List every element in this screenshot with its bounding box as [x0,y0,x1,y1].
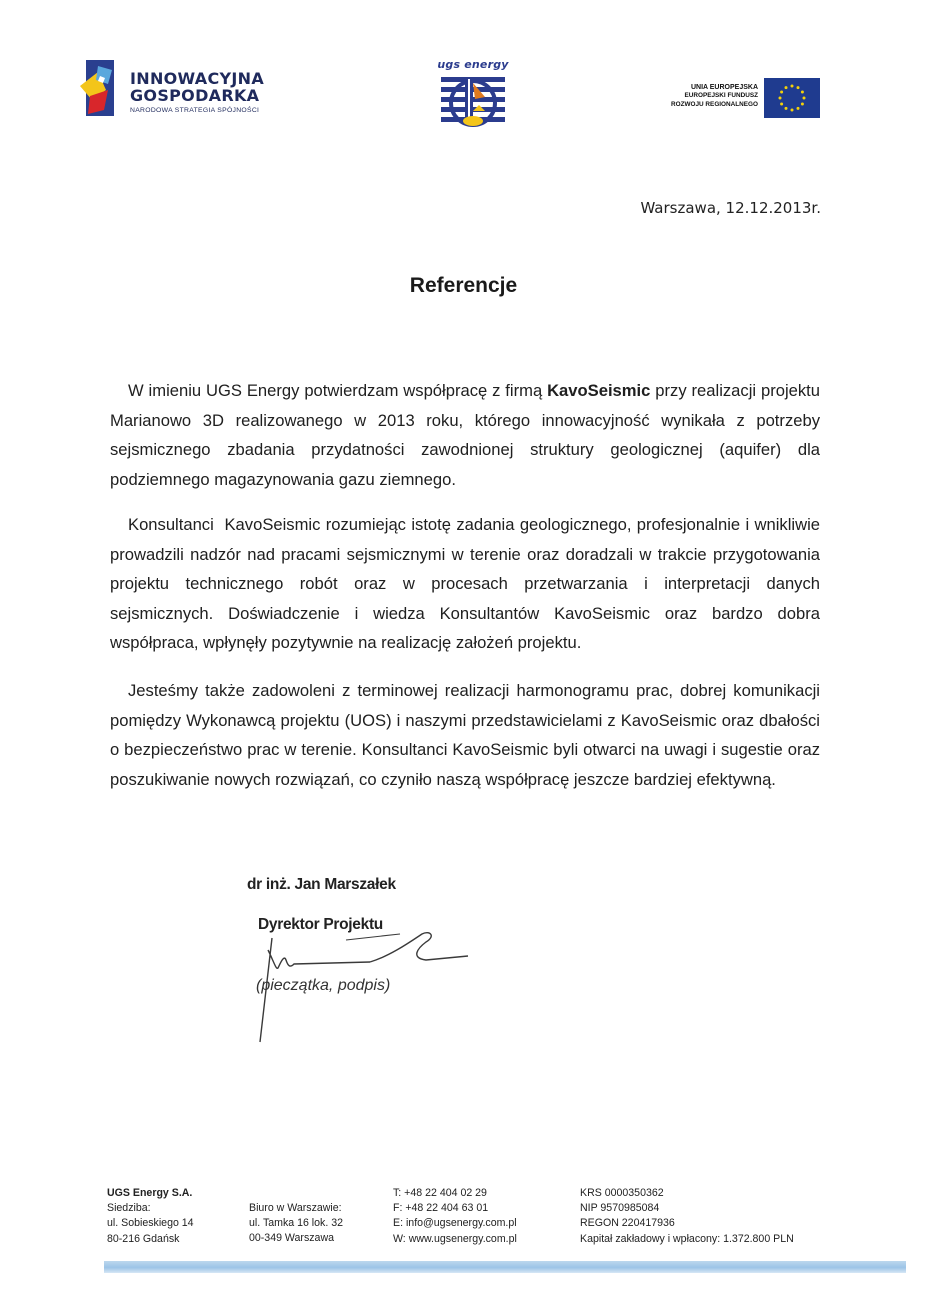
logo-subtitle: NARODOWA STRATEGIA SPÓJNOŚCI [130,107,260,114]
body-paragraph-1 [110,376,820,512]
footer-nip: NIP 9570985084 [580,1202,660,1215]
stamp-signature-note: (pieczątka, podpis) [256,977,391,994]
footer-col1-line3: 80-216 Gdańsk [107,1232,180,1245]
footer-col-registration [580,1186,794,1247]
footer-decorative-bar [104,1261,906,1273]
logo-title-line2: GOSPODARKA [130,86,260,105]
footer-col-office [249,1201,343,1247]
footer-email: E: info@ugsenergy.com.pl [393,1217,517,1230]
innowacyjna-gospodarka-logo [78,56,298,120]
signatory-role: Dyrektor Projektu [258,916,383,933]
p2-text: Konsultanci KavoSeismic rozumiejąc istotę zadania geologicznego, profesjonalnie i wnikliwie prowadzili nadzór nad pracami sejsmicznymi w terenie oraz doradzali w trakcie przygotowania projektu technicznego robót oraz w procesach przetwarzania i interpretacji danych sejsmicznych. Doświadczenie i wiedza Konsultantów KavoSeismic oraz bardzo dobra współpraca, wpłynęły pozytywnie na realizację założeń projektu. [110,515,825,652]
footer-capital: Kapitał zakładowy i wpłacony: 1.372.800 PLN [580,1232,794,1245]
eu-flag-icon [764,78,820,118]
p1-text-after: przy realizacji projektu Marianowo 3D realizowanego w 2013 roku, którego innowacyjność wynikała z potrzeby sejsmicznego zbadania przydatności zawodnionej struktury geologicznej (aquifer) dla podziemnego magazynowania gazu ziemnego. [110,381,820,489]
signatory-name: dr inż. Jan Marszałek [247,876,396,893]
ugs-emblem-icon [435,73,511,131]
ugs-logo-text: ugs energy [437,58,509,71]
body-paragraph-2 [110,510,825,676]
eu-logo [640,78,820,120]
document-title: Referencje [409,274,518,297]
footer-col-company [107,1186,194,1247]
footer-website: W: www.ugsenergy.com.pl [393,1232,517,1245]
footer-col2-line3: 00-349 Warszawa [249,1232,334,1245]
footer-col2-line2: ul. Tamka 16 lok. 32 [249,1217,344,1230]
ugs-energy-logo [428,58,518,134]
footer-krs: KRS 0000350362 [580,1187,664,1199]
footer-phone: T: +48 22 404 02 29 [393,1187,487,1199]
eu-line1: UNIA EUROPEJSKA [690,84,758,91]
eu-line2: EUROPEJSKI FUNDUSZ [684,92,758,100]
innowacyjna-gospodarka-emblem-icon [78,56,126,120]
footer-col-contact [393,1186,517,1247]
body-paragraph-3 [110,676,820,812]
eu-line3: ROZWOJU REGIONALNEGO [671,100,758,108]
p3-text: Jesteśmy także zadowoleni z terminowej realizacji harmonogramu prac, dobrej komunikacji pomiędzy Wykonawcą projektu (UOS) i naszymi przedstawicielami z KavoSeismic oraz dbałości o bezpieczeństwo prac w terenie. Konsultanci KavoSeismic byli otwarci na uwagi i sugestie oraz poszukiwanie nowych rozwiązań, co czyniło naszą współpracę jeszcze bardziej efektywną. [110,681,820,789]
footer-col1-line1: Siedziba: [107,1202,151,1215]
footer-regon: REGON 220417936 [580,1217,675,1230]
logo-title-line1: INNOWACYJNA [130,69,265,88]
p1-text-before: W imieniu UGS Energy potwierdzam współpracę z firmą [128,381,548,400]
p1-company-name: KavoSeismic [547,381,651,400]
footer-company-name: UGS Energy S.A. [107,1187,193,1199]
footer-col1-line2: ul. Sobieskiego 14 [107,1217,194,1230]
document-date: Warszawa, 12.12.2013r. [640,199,821,217]
footer-col2-line1: Biuro w Warszawie: [249,1202,342,1214]
footer-fax: F: +48 22 404 63 01 [393,1202,489,1215]
